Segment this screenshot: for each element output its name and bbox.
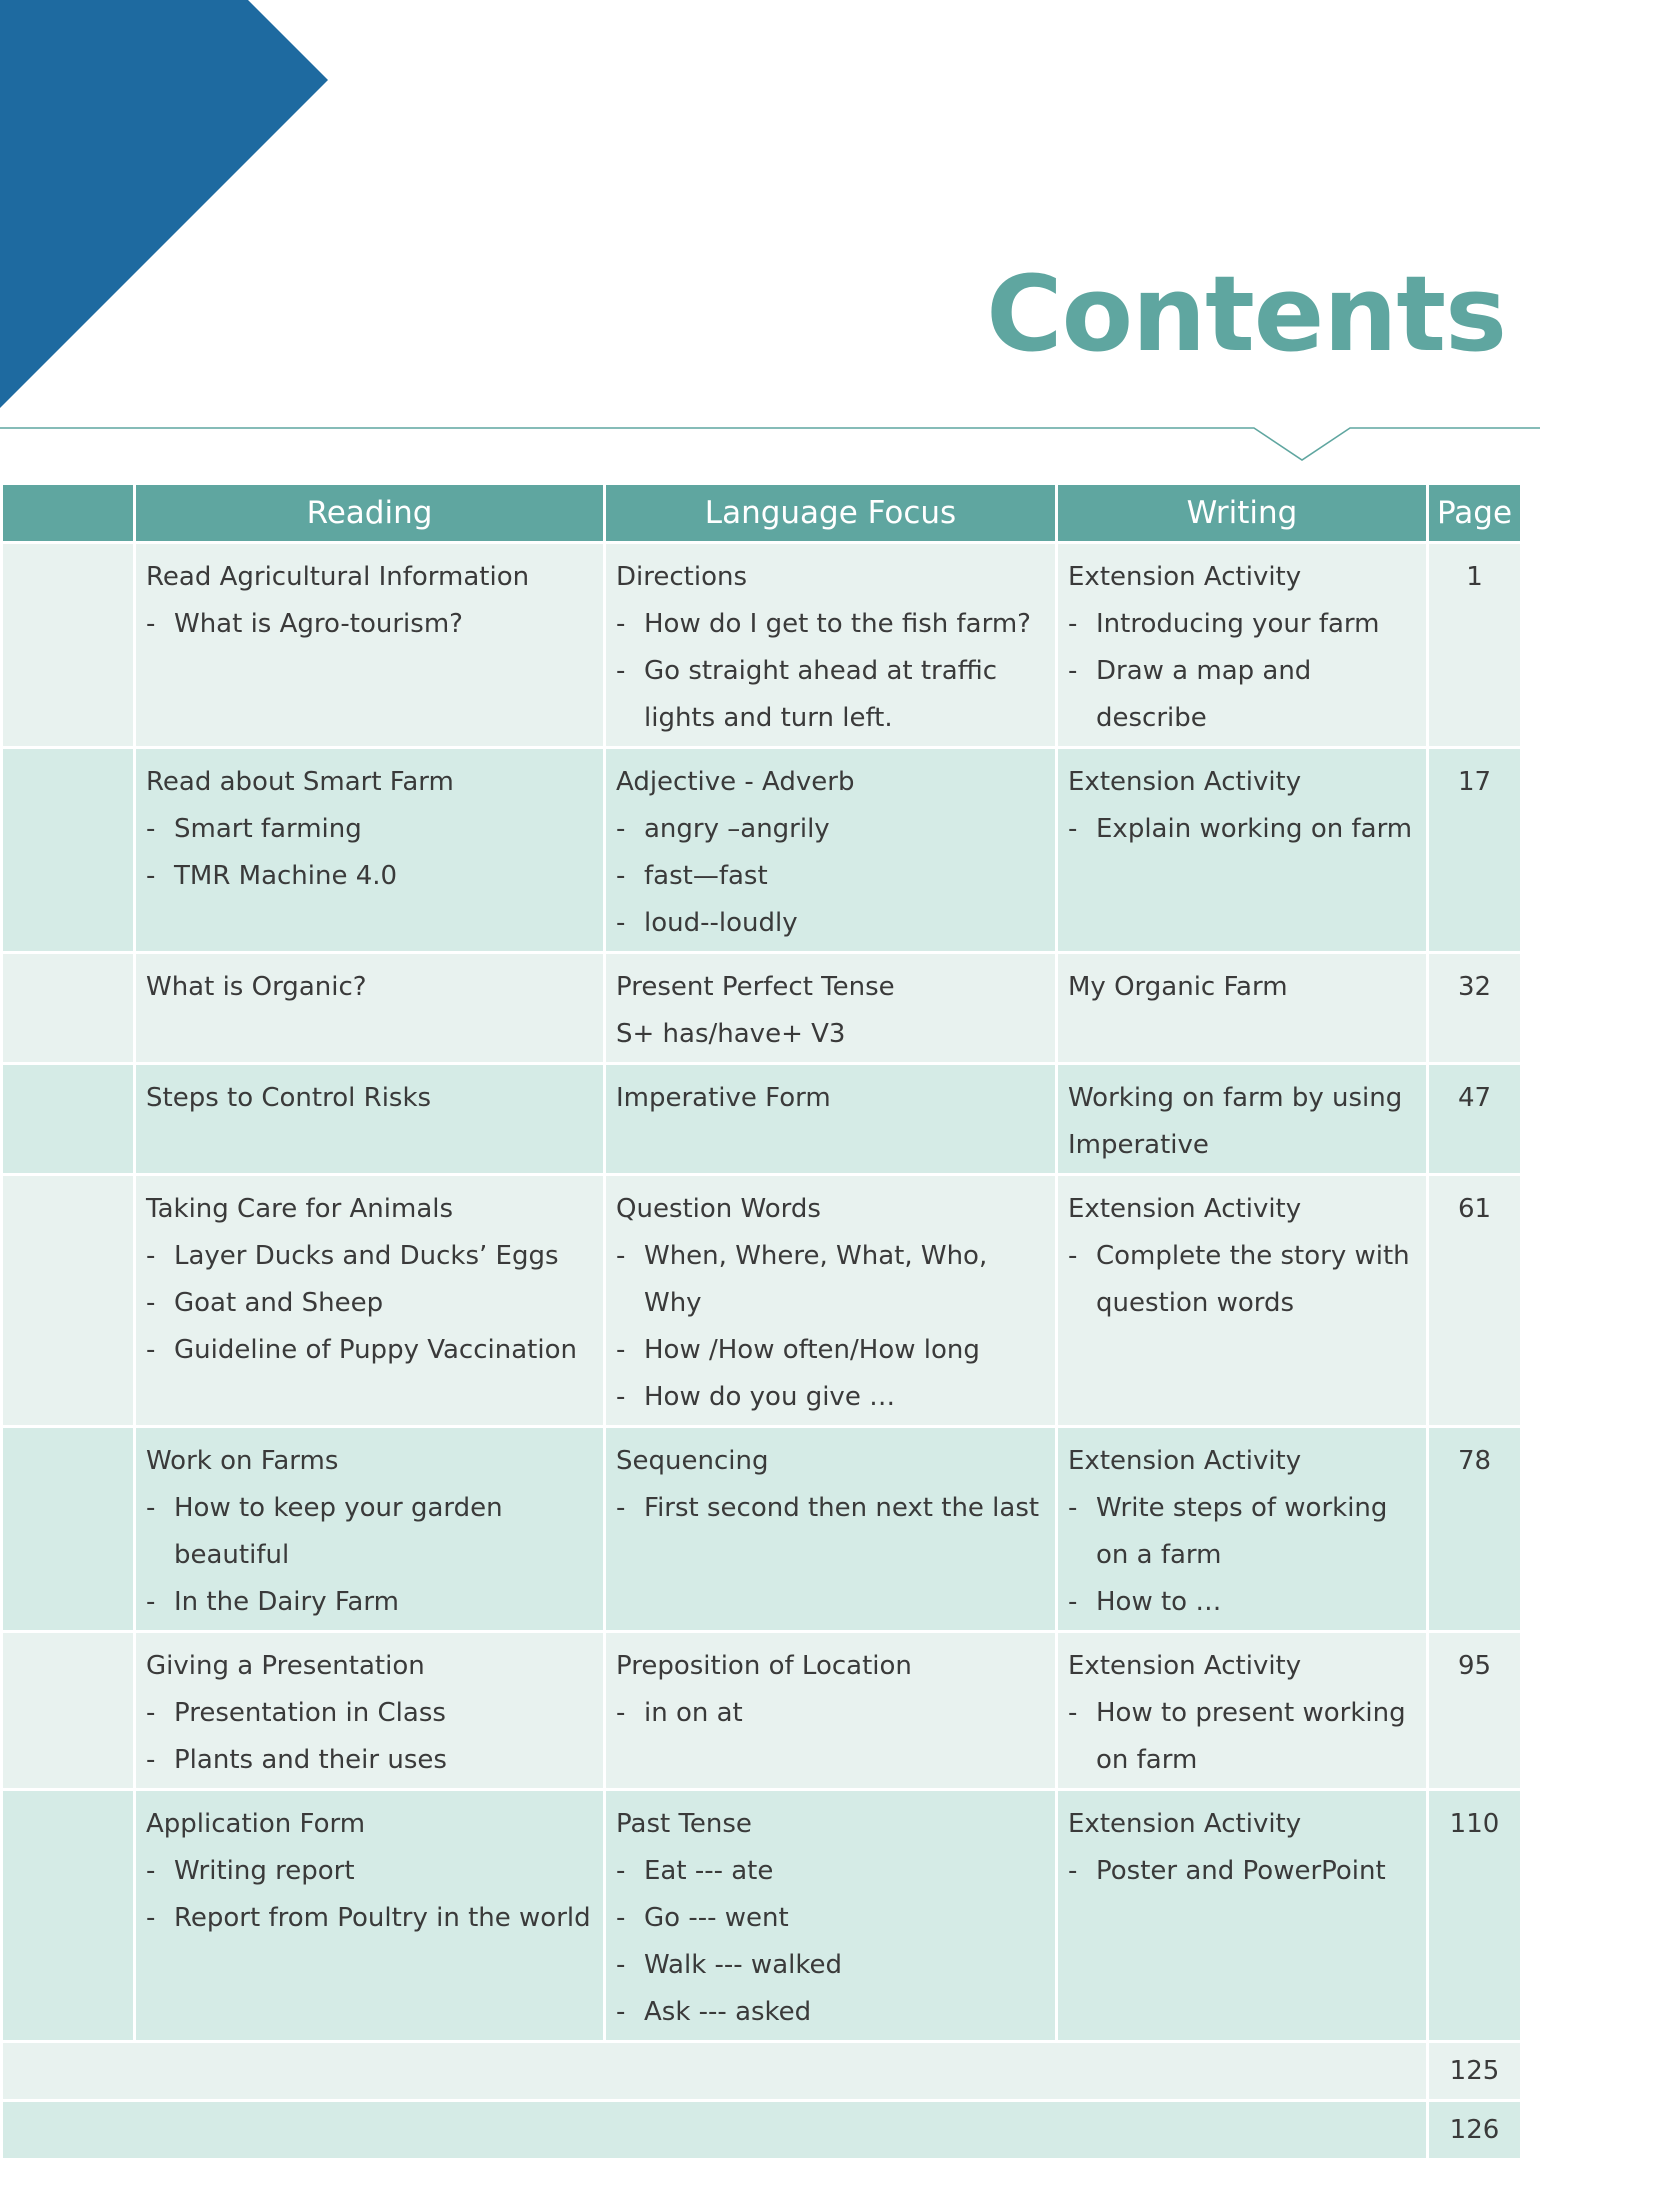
language-cell [605,1632,1057,1790]
unit-cell [2,1632,135,1790]
reading-heading: Work on Farms [146,1446,339,1476]
unit-cell [2,953,135,1064]
title-underline-divider [0,415,1540,465]
language-list-item: - How do you give … [616,1374,1045,1421]
table-row [2,1632,1522,1790]
reading-list-item: - Guideline of Puppy Vaccination [146,1327,593,1374]
writing-cell [1057,543,1428,748]
reading-cell [135,543,605,748]
writing-cell [1057,748,1428,953]
unit-cell [2,1790,135,2042]
language-heading: Imperative Form [616,1083,831,1113]
language-list-item: - loud--loudly [616,900,1045,947]
language-formula: S+ has/have+ V3 [616,1019,846,1049]
language-heading: Preposition of Location [616,1651,912,1681]
page-number: 110 [1428,1790,1522,2042]
language-cell [605,748,1057,953]
unit-cell [2,1175,135,1427]
table-row [2,1790,1522,2042]
table-row [2,1175,1522,1427]
table-row [2,543,1522,748]
unit-cell [2,543,135,748]
reading-list-item: - Report from Poultry in the world [146,1895,593,1942]
page-number: 125 [1428,2042,1522,2101]
page-number: 17 [1428,748,1522,953]
language-heading: Question Words [616,1194,821,1224]
writing-cell [1057,1790,1428,2042]
reading-cell [135,953,605,1064]
table-footer-row [2,2101,1522,2160]
writing-heading: My Organic Farm [1068,972,1288,1002]
page-number: 95 [1428,1632,1522,1790]
language-list-item: - Eat --- ate [616,1848,1045,1895]
writing-list-item: - How to … [1068,1579,1416,1626]
reading-cell [135,1175,605,1427]
reading-list-item: - Plants and their uses [146,1737,593,1784]
reading-list-item: - In the Dairy Farm [146,1579,593,1626]
reading-heading: What is Organic? [146,972,367,1002]
table-row [2,1427,1522,1632]
writing-cell [1057,953,1428,1064]
language-heading: Sequencing [616,1446,769,1476]
language-list-item: - How do I get to the fish farm? [616,601,1045,648]
writing-heading: Extension Activity [1068,1809,1302,1839]
reading-heading: Read about Smart Farm [146,767,454,797]
reading-heading: Taking Care for Animals [146,1194,454,1224]
language-list-item: - angry –angrily [616,806,1045,853]
writing-list-item: - Write steps of working on a farm [1068,1485,1416,1579]
language-cell [605,1064,1057,1175]
writing-list-item: - Complete the story with question words [1068,1233,1416,1327]
footer-label-cell [2,2042,1428,2101]
writing-heading: Extension Activity [1068,1651,1302,1681]
language-heading: Adjective - Adverb [616,767,855,797]
header-reading: Reading [135,484,605,543]
language-list-item: - fast—fast [616,853,1045,900]
language-list-item: - When, Where, What, Who, Why [616,1233,1045,1327]
reading-list-item: - TMR Machine 4.0 [146,853,593,900]
reading-list-item: - How to keep your garden beautiful [146,1485,593,1579]
unit-cell [2,748,135,953]
writing-heading: Extension Activity [1068,1446,1302,1476]
page-number: 126 [1428,2101,1522,2160]
writing-cell [1057,1064,1428,1175]
language-list-item: - Ask --- asked [616,1989,1045,2036]
page-number: 61 [1428,1175,1522,1427]
writing-heading: Working on farm by using Imperative [1068,1083,1403,1160]
contents-table [0,482,1523,2161]
reading-heading: Application Form [146,1809,366,1839]
language-heading: Directions [616,562,748,592]
footer-label-cell [2,2101,1428,2160]
reading-cell [135,1790,605,2042]
writing-list-item: - How to present working on farm [1068,1690,1416,1784]
language-cell [605,1790,1057,2042]
reading-heading: Read Agricultural Information [146,562,530,592]
unit-cell [2,1427,135,1632]
reading-list-item: - Layer Ducks and Ducks’ Eggs [146,1233,593,1280]
header-unit [2,484,135,543]
table-row [2,748,1522,953]
language-heading: Past Tense [616,1809,752,1839]
language-cell [605,953,1057,1064]
language-cell [605,1427,1057,1632]
corner-triangle-decoration [0,0,330,410]
header-page: Page [1428,484,1522,543]
language-list-item: - Go --- went [616,1895,1045,1942]
reading-list-item: - Smart farming [146,806,593,853]
header-language-focus: Language Focus [605,484,1057,543]
reading-heading: Giving a Presentation [146,1651,425,1681]
reading-heading: Steps to Control Risks [146,1083,432,1113]
writing-list-item: - Introducing your farm [1068,601,1416,648]
language-list-item: - Go straight ahead at traffic lights and turn left. [616,648,1045,742]
page-number: 47 [1428,1064,1522,1175]
contents-table-body [2,543,1522,2160]
writing-heading: Extension Activity [1068,767,1302,797]
unit-cell [2,1064,135,1175]
reading-list-item: - What is Agro-tourism? [146,601,593,648]
writing-list-item: - Explain working on farm [1068,806,1416,853]
reading-list-item: - Presentation in Class [146,1690,593,1737]
table-row [2,1064,1522,1175]
reading-list-item: - Goat and Sheep [146,1280,593,1327]
reading-cell [135,748,605,953]
writing-list-item: - Poster and PowerPoint [1068,1848,1416,1895]
table-row [2,953,1522,1064]
page-title: Contents [986,253,1506,375]
writing-heading: Extension Activity [1068,1194,1302,1224]
writing-cell [1057,1632,1428,1790]
reading-cell [135,1632,605,1790]
page-number: 1 [1428,543,1522,748]
page-number: 78 [1428,1427,1522,1632]
header-writing: Writing [1057,484,1428,543]
language-heading: Present Perfect Tense [616,972,895,1002]
language-list-item: - Walk --- walked [616,1942,1045,1989]
language-list-item: - First second then next the last [616,1485,1045,1532]
writing-cell [1057,1175,1428,1427]
language-list-item: - How /How often/How long [616,1327,1045,1374]
reading-list-item: - Writing report [146,1848,593,1895]
table-header-row [2,484,1522,543]
writing-cell [1057,1427,1428,1632]
language-cell [605,1175,1057,1427]
reading-cell [135,1427,605,1632]
table-footer-row [2,2042,1522,2101]
language-list-item: - in on at [616,1690,1045,1737]
reading-cell [135,1064,605,1175]
writing-heading: Extension Activity [1068,562,1302,592]
page-number: 32 [1428,953,1522,1064]
language-cell [605,543,1057,748]
writing-list-item: - Draw a map and describe [1068,648,1416,742]
